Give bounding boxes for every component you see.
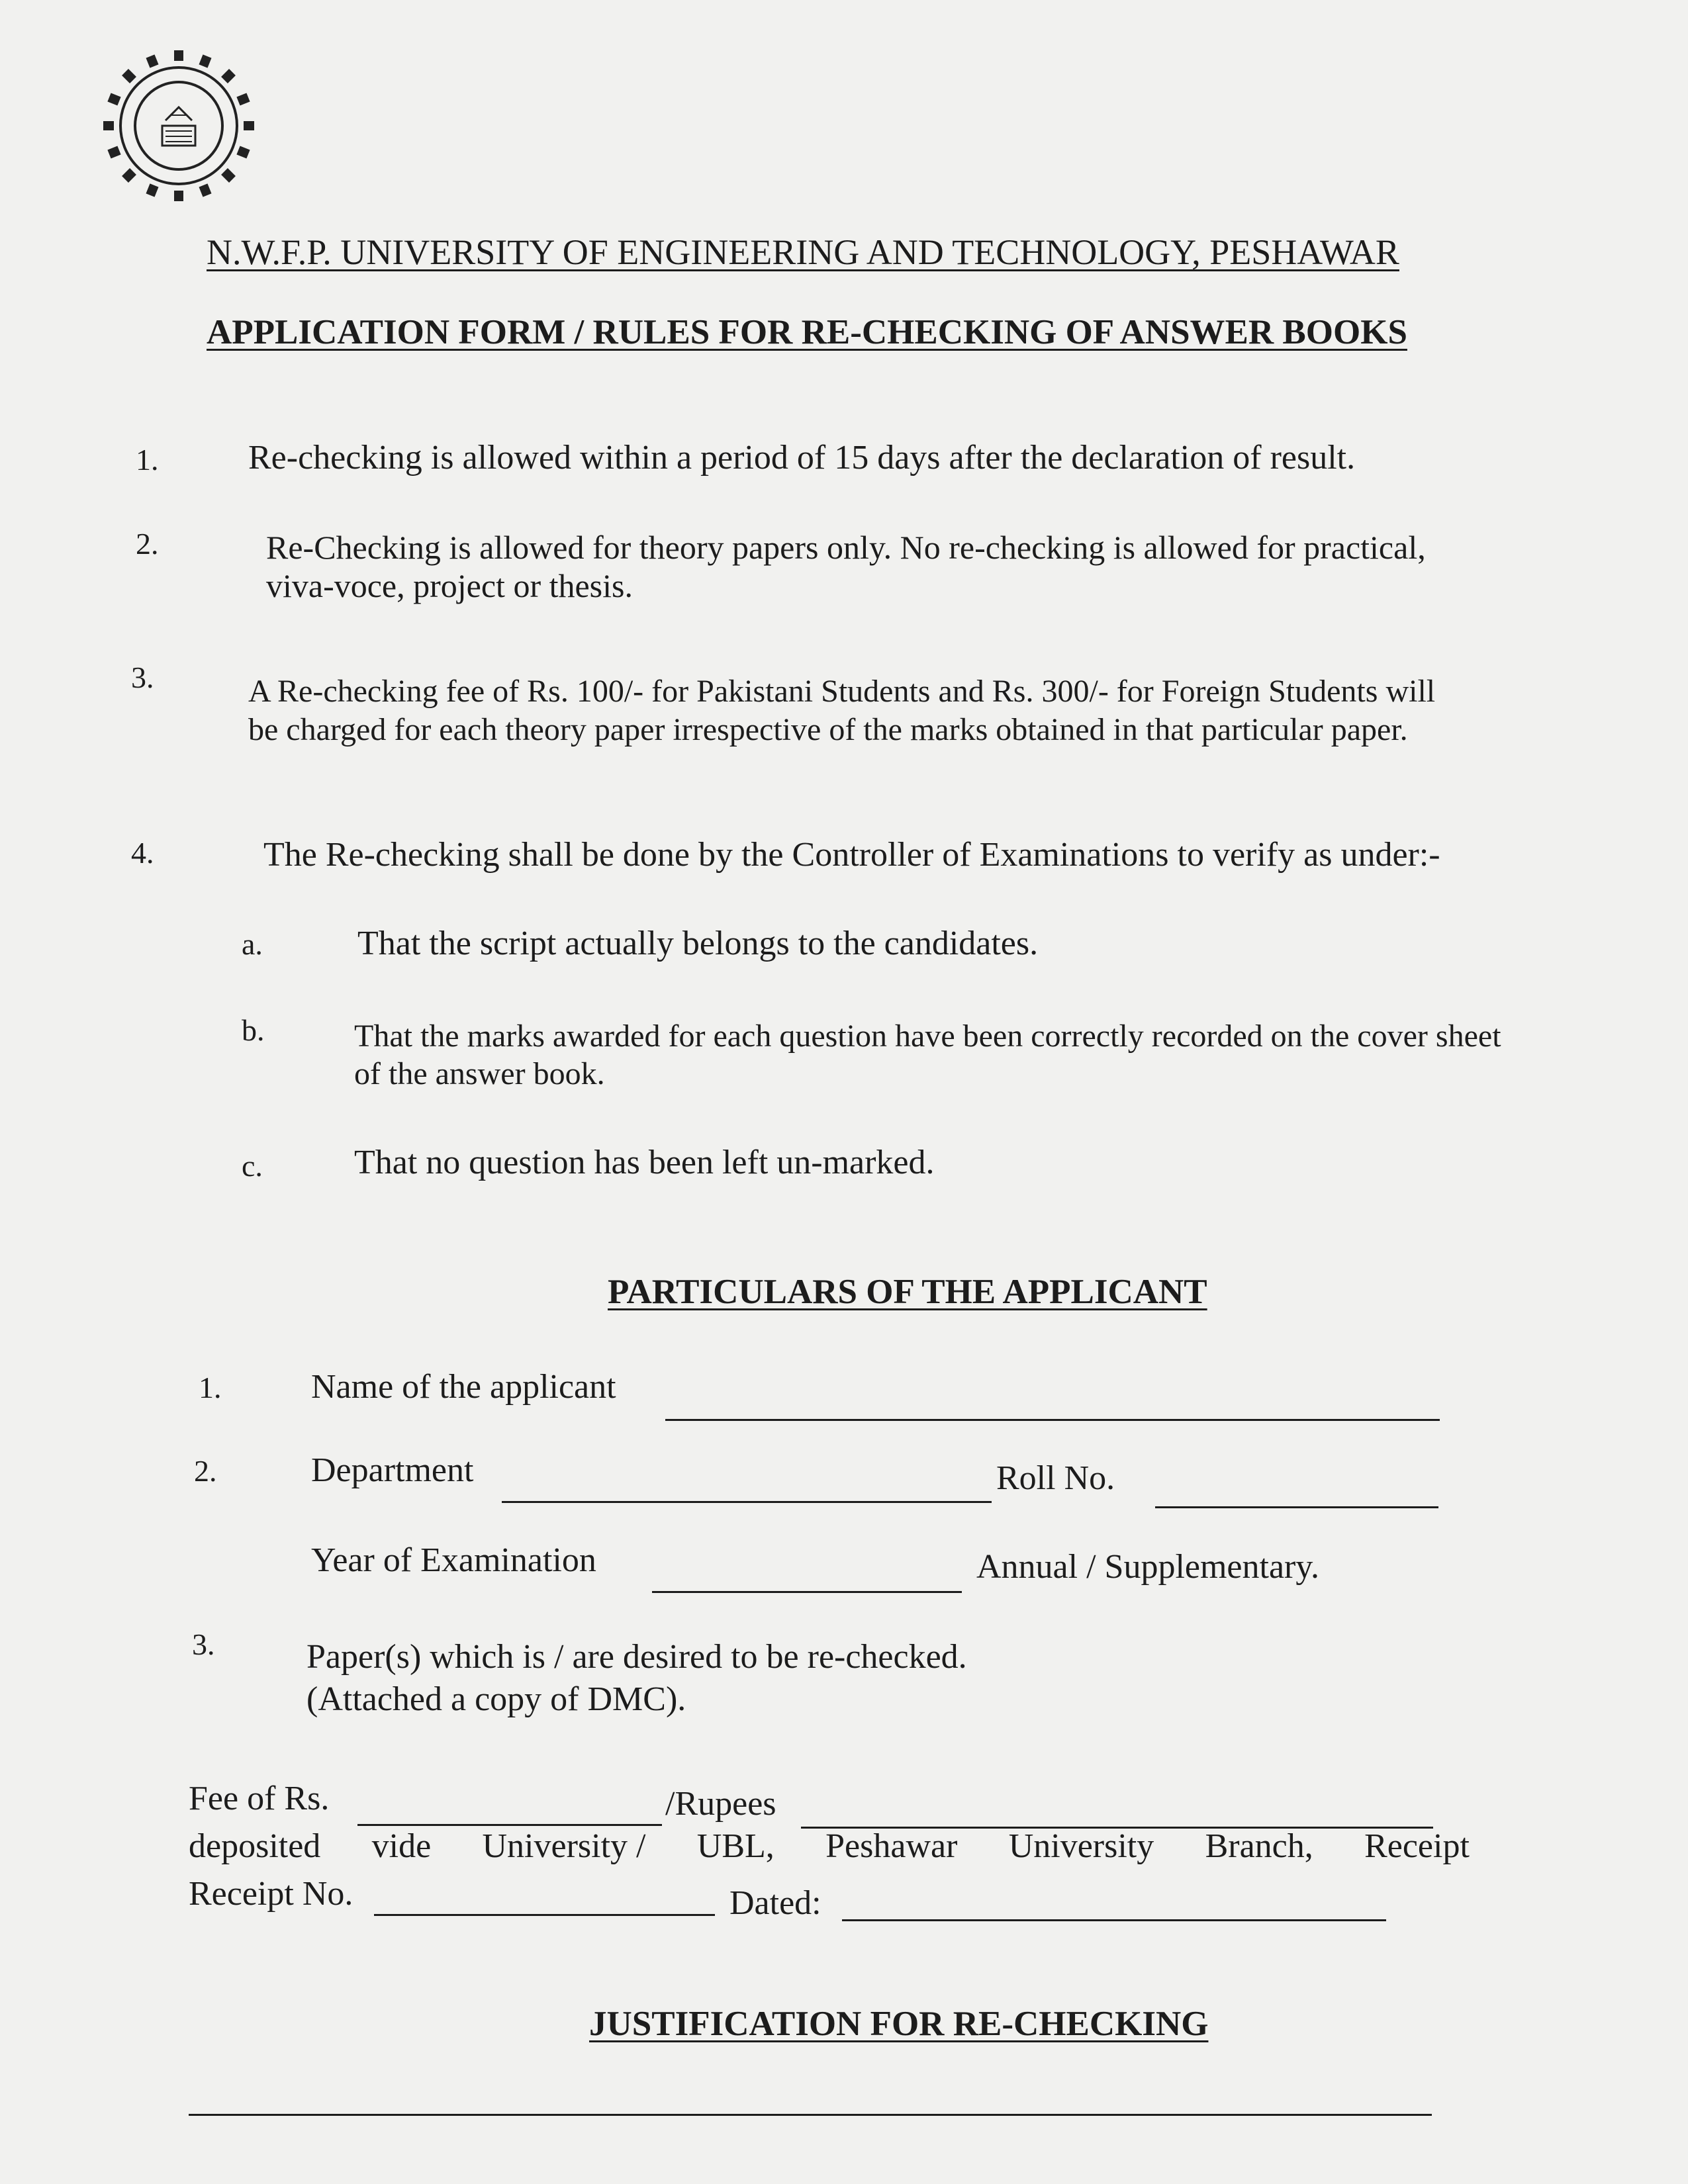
- rule-4b-line-2: of the answer book.: [354, 1056, 605, 1091]
- dated-field[interactable]: [842, 1919, 1386, 1921]
- dated-label: Dated:: [729, 1884, 821, 1922]
- justification-field[interactable]: [189, 2114, 1432, 2116]
- department-label: Department: [311, 1451, 474, 1489]
- papers-label-line-1: Paper(s) which is / are desired to be re-checked.: [306, 1638, 967, 1676]
- university-name: N.W.F.P. UNIVERSITY OF ENGINEERING AND TECHNOLOGY, PESHAWAR: [207, 232, 1399, 272]
- deposit-line: [189, 1827, 1470, 1866]
- rule-4-text: The Re-checking shall be done by the Controller of Examinations to verify as under:-: [263, 836, 1440, 874]
- fee-amount-field[interactable]: [357, 1824, 662, 1826]
- rule-2-number: 2.: [136, 527, 159, 561]
- department-field[interactable]: [502, 1501, 992, 1503]
- rule-3-line-1: A Re-checking fee of Rs. 100/- for Pakistani Students and Rs. 300/- for Foreign Students will: [248, 674, 1436, 709]
- particulars-3-number: 3.: [192, 1627, 215, 1661]
- university-seal-icon: [99, 46, 258, 205]
- year-of-examination-field[interactable]: [652, 1591, 962, 1593]
- fee-label: Fee of Rs.: [189, 1780, 330, 1817]
- deposit-word-6: University: [1008, 1827, 1154, 1865]
- rule-3-number: 3.: [131, 660, 154, 694]
- deposit-word-2: vide: [371, 1827, 432, 1865]
- deposit-word-3: University /: [482, 1827, 646, 1865]
- justification-title: JUSTIFICATION FOR RE-CHECKING: [589, 2005, 1209, 2043]
- rule-3-line-2: be charged for each theory paper irrespective of the marks obtained in that particular paper.: [248, 712, 1408, 747]
- rule-2-line-1: Re-Checking is allowed for theory papers only. No re-checking is allowed for practical,: [266, 529, 1426, 566]
- rule-4c-text: That no question has been left un-marked.: [354, 1144, 935, 1181]
- rule-4-number: 4.: [131, 836, 154, 870]
- deposit-word-1: deposited: [189, 1827, 321, 1865]
- deposit-word-8: Receipt: [1364, 1827, 1470, 1865]
- particulars-2-number: 2.: [194, 1454, 217, 1488]
- particulars-title: PARTICULARS OF THE APPLICANT: [608, 1273, 1207, 1311]
- rupees-label: /Rupees: [665, 1785, 776, 1823]
- deposit-word-5: Peshawar: [825, 1827, 958, 1865]
- rule-4b-letter: b.: [242, 1013, 265, 1047]
- applicant-name-label: Name of the applicant: [311, 1368, 616, 1406]
- receipt-no-field[interactable]: [374, 1914, 715, 1916]
- rule-4a-text: That the script actually belongs to the candidates.: [357, 925, 1039, 962]
- rule-4b-line-1: That the marks awarded for each question have been correctly recorded on the cover sheet: [354, 1019, 1501, 1054]
- rule-1-text: Re-checking is allowed within a period of 15 days after the declaration of result.: [248, 439, 1356, 477]
- roll-no-label: Roll No.: [996, 1459, 1115, 1497]
- deposit-word-7: Branch,: [1205, 1827, 1313, 1865]
- applicant-name-field[interactable]: [665, 1419, 1440, 1421]
- annual-supplementary-option[interactable]: Annual / Supplementary.: [976, 1548, 1319, 1586]
- form-title: APPLICATION FORM / RULES FOR RE-CHECKING OF ANSWER BOOKS: [207, 313, 1407, 351]
- particulars-1-number: 1.: [199, 1371, 222, 1404]
- receipt-no-label: Receipt No.: [189, 1875, 353, 1913]
- rule-1-number: 1.: [136, 443, 159, 477]
- rule-2-line-2: viva-voce, project or thesis.: [266, 567, 633, 604]
- year-of-examination-label: Year of Examination: [311, 1541, 596, 1579]
- rule-4c-letter: c.: [242, 1149, 263, 1183]
- papers-label-line-2: (Attached a copy of DMC).: [306, 1680, 686, 1718]
- deposit-word-4: UBL,: [696, 1827, 774, 1865]
- rule-4a-letter: a.: [242, 927, 263, 961]
- roll-no-field[interactable]: [1155, 1506, 1438, 1508]
